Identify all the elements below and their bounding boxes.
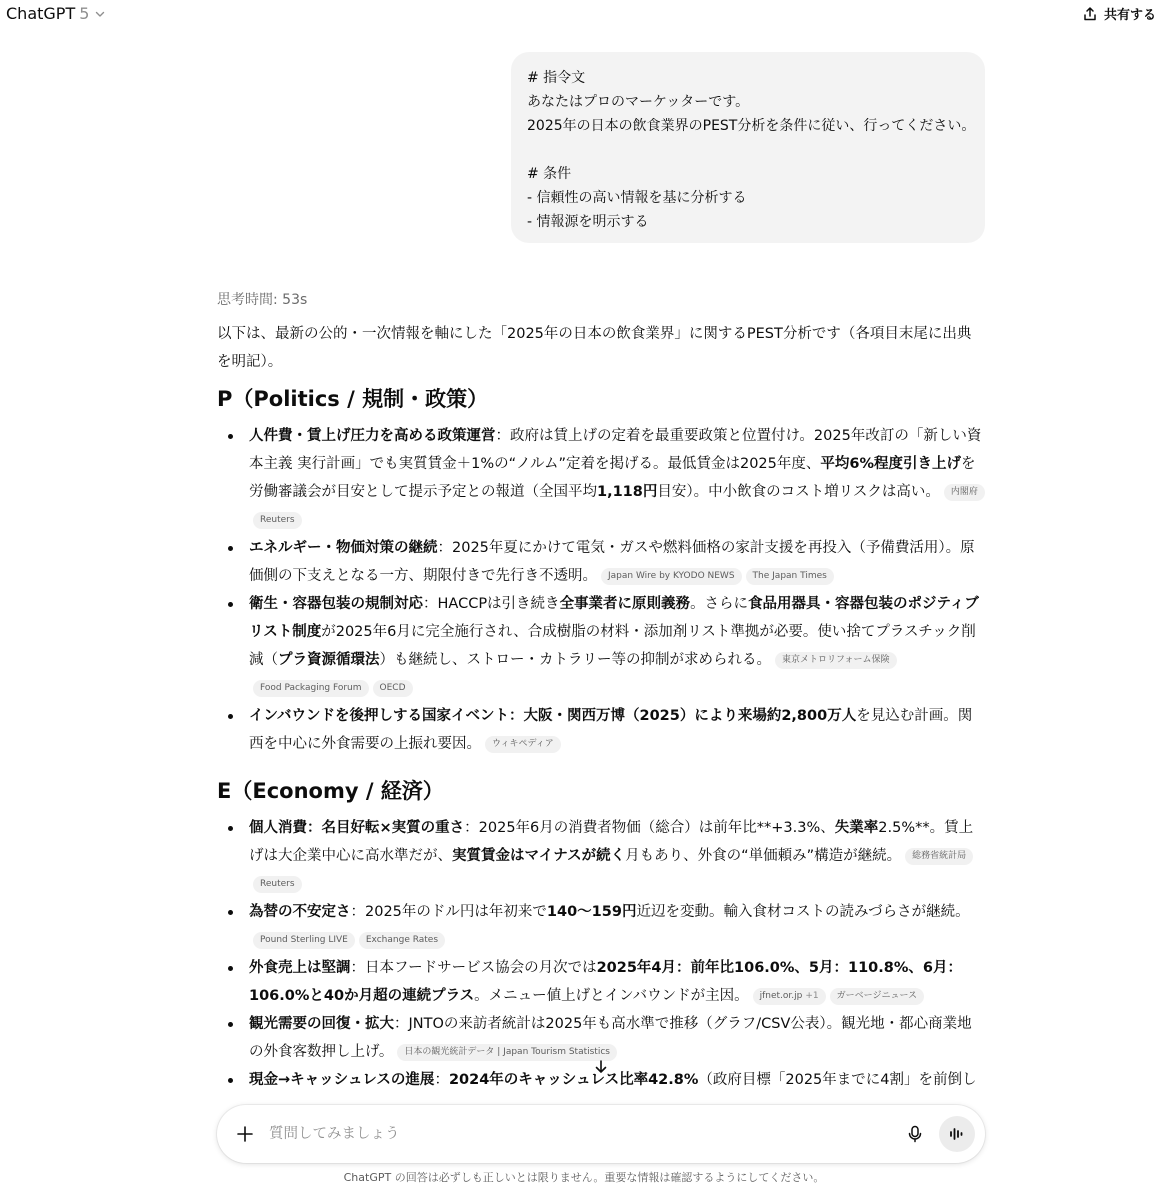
bold-text: 食品用器具・容器包装のポジティブリスト制度 — [249, 596, 979, 640]
bold-text: 2024年のキャッシュレス比率42.8% — [448, 1072, 699, 1088]
source-chip[interactable]: Exchange Rates — [359, 932, 445, 949]
source-chip[interactable]: ウィキペディア — [485, 736, 561, 753]
body-text: 。さらに — [690, 596, 749, 612]
voice-mode-button[interactable] — [939, 1116, 975, 1152]
body-text: が2025年6月に完全施行され、合成樹脂の材料・添加剤リスト準拠が必要。使い捨てプラスチック削減（ — [249, 624, 976, 668]
bold-text: 人件費・賃上げ圧力を高める政策運営 — [249, 428, 496, 444]
body-text: ：2025年6月の消費者物価（総合）は前年比**+3.3%、 — [464, 820, 835, 836]
bold-text: 平均6%程度引き上げ — [820, 456, 961, 472]
list-item — [217, 898, 985, 954]
body-text: ：JNTOの来訪者統計は2025年も高水準で推移（グラフ/CSV公表）。観光地・都心商業地の外食客数押し上げ。 — [249, 1016, 972, 1060]
user-message-line: # 条件 — [527, 166, 572, 182]
add-attachment-button[interactable] — [233, 1122, 257, 1146]
list-item — [217, 422, 985, 534]
source-chip[interactable]: OECD — [373, 680, 413, 697]
body-text: 目安）。中小飲食のコスト増リスクは高い。 — [657, 484, 940, 500]
bold-text: 実質賃金はマイナスが続く — [452, 848, 626, 864]
body-text: ： — [434, 1072, 449, 1088]
user-message-line: # 指令文 — [527, 70, 586, 86]
body-text: 2.5%**。賃上げは大企業中心に高水準だが、 — [249, 820, 974, 864]
bold-text: 現金→キャッシュレスの進展 — [249, 1072, 435, 1088]
user-message-bubble — [511, 52, 985, 243]
scroll-down-button[interactable] — [590, 1056, 612, 1078]
user-message-line: 2025年の日本の飲食業界のPEST分析を条件に従い、行ってください。 — [527, 118, 976, 134]
list-item — [217, 590, 985, 702]
intro-paragraph: 以下は、最新の公的・一次情報を軸にした「2025年の日本の飲食業界」に関するPEST分析です（各項目末尾に出典を明記）。 — [217, 326, 972, 370]
source-chip[interactable] — [753, 988, 826, 1005]
body-text: を労働審議会が目安として提示予定との報道（全国平均 — [249, 456, 976, 500]
composer — [217, 1105, 985, 1163]
model-version: 5 — [79, 4, 90, 23]
source-chip-more: +1 — [805, 991, 819, 1001]
body-text: を見込む計画。関西を中心に外食需要の上振れ要因。 — [249, 708, 973, 752]
model-switcher[interactable] — [6, 4, 106, 23]
source-chip[interactable]: 内閣府 — [944, 484, 985, 501]
bold-text: 為替の不安定さ — [249, 904, 351, 920]
disclaimer-text: ChatGPT の回答は必ずしも正しいとは限りません。重要な情報は確認するようにしてください。 — [343, 1171, 825, 1184]
body-text: 月もあり、外食の“単価頼み”構造が継続。 — [625, 848, 902, 864]
bold-text: 140〜159円 — [546, 904, 637, 920]
politics-list — [217, 422, 985, 758]
thinking-time-toggle[interactable]: 思考時間: 53s — [217, 292, 308, 308]
bold-text: 1,118円 — [597, 484, 658, 500]
body-text: 。メニュー値上げとインバウンドが主因。 — [474, 988, 749, 1004]
microphone-icon — [906, 1125, 924, 1143]
source-chip[interactable]: Japan Wire by KYODO NEWS — [601, 568, 742, 585]
model-name: ChatGPT — [6, 4, 76, 23]
share-button[interactable] — [1082, 4, 1156, 23]
source-chip[interactable]: Reuters — [253, 876, 302, 893]
bold-text: 失業率 — [834, 820, 879, 836]
user-message-line: - 情報源を明示する — [527, 214, 649, 230]
body-text: ：2025年のドル円は年初来で — [350, 904, 547, 920]
list-item — [217, 534, 985, 590]
source-chip[interactable]: Food Packaging Forum — [253, 680, 369, 697]
source-chip[interactable]: 日本の観光統計データ | Japan Tourism Statistics — [397, 1044, 617, 1061]
section-heading-economy: E（Economy / 経済） — [217, 779, 444, 803]
bold-text: プラ資源循環法 — [278, 652, 380, 668]
dictate-button[interactable] — [903, 1122, 927, 1146]
bold-text: 全事業者に原則義務 — [559, 596, 691, 612]
source-chip[interactable]: 東京メトロリフォーム保険 — [775, 652, 897, 669]
user-message-line: あなたはプロのマーケッターです。 — [527, 94, 750, 110]
list-item — [217, 702, 985, 758]
source-chip[interactable]: The Japan Times — [746, 568, 834, 585]
plus-icon — [236, 1125, 254, 1143]
body-text: （政府目標「2025年までに4割」を前倒し — [698, 1072, 977, 1088]
body-text: ）も継続し、ストロー・カトラリー等の抑制が求められる。 — [379, 652, 771, 668]
source-chip[interactable]: ガーベージニュース — [830, 988, 924, 1005]
source-chip[interactable]: Reuters — [253, 512, 302, 529]
source-chip-label: jfnet.or.jp — [759, 991, 803, 1001]
section-heading-politics: P（Politics / 規制・政策） — [217, 387, 489, 411]
top-bar — [0, 0, 1168, 30]
prompt-input[interactable] — [269, 1119, 889, 1149]
bold-text: エネルギー・物価対策の継続 — [249, 540, 438, 556]
waveform-icon — [948, 1125, 966, 1143]
bold-text: インバウンドを後押しする国家イベント：大阪・関西万博（2025）により来場約2,800万人 — [249, 708, 857, 724]
list-item — [217, 954, 985, 1010]
bold-text: 外食売上は堅調 — [249, 960, 351, 976]
bold-text: 観光需要の回復・拡大 — [249, 1016, 394, 1032]
chevron-down-icon — [94, 8, 106, 20]
body-text: ：日本フードサービス協会の月次では — [350, 960, 597, 976]
source-chip[interactable]: Pound Sterling LIVE — [253, 932, 355, 949]
bold-text: 個人消費：名目好転×実質の重さ — [249, 820, 465, 836]
arrow-down-icon — [593, 1059, 609, 1075]
user-message-line: - 信頼性の高い情報を基に分析する — [527, 190, 747, 206]
source-chip[interactable]: 総務省統計局 — [905, 848, 973, 865]
list-item — [217, 814, 985, 898]
body-text: 近辺を変動。輸入食材コストの読みづらさが継続。 — [636, 904, 970, 920]
bold-text: 衛生・容器包装の規制対応 — [249, 596, 423, 612]
body-text: ：2025年夏にかけて電気・ガスや燃料価格の家計支援を再投入（予備費活用）。原価側の下支えとなる一方、期限付きで先行き不透明。 — [249, 540, 975, 584]
assistant-message — [217, 288, 985, 1122]
body-text: ：HACCPは引き続き — [423, 596, 560, 612]
body-text: ：政府は賃上げの定着を最重要政策と位置付け。2025年改訂の「新しい資本主義 実行計画」でも実質賃金＋1%の“ノルム”定着を掲げる。最低賃金は2025年度、 — [249, 428, 982, 472]
user-message-line — [527, 138, 969, 162]
share-icon — [1082, 6, 1098, 22]
share-label: 共有する — [1103, 8, 1156, 23]
bold-text: 2025年4月：前年比106.0%、5月：110.8%、6月：106.0%と40か月超の連続プラス — [249, 960, 962, 1004]
